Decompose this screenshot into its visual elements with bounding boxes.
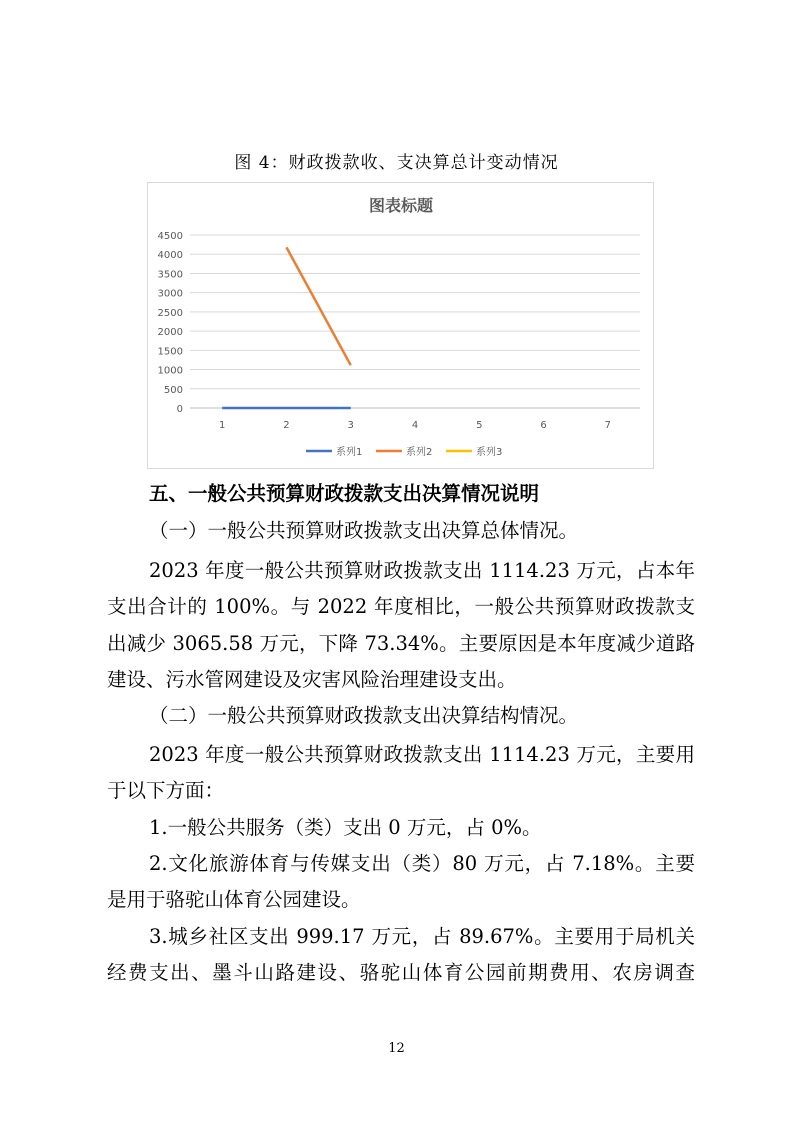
- chart-canvas: [148, 183, 655, 470]
- list-item: 2.文化旅游体育与传媒支出（类）80 万元，占 7.18%。主要: [149, 852, 695, 875]
- x-tick-label: 7: [604, 420, 612, 431]
- y-tick-label: 500: [163, 384, 183, 396]
- y-tick-label: 2500: [157, 307, 183, 319]
- paragraph-line: 支出合计的 100%。与 2022 年度相比，一般公共预算财政拨款支: [107, 595, 695, 618]
- y-tick-label: 4000: [157, 250, 183, 262]
- y-tick-label: 1000: [157, 365, 183, 377]
- x-tick-label: 2: [283, 420, 290, 431]
- y-tick-label: 3000: [157, 288, 183, 300]
- line-chart: [147, 182, 654, 469]
- paragraph-line: 经费支出、墨斗山路建设、骆驼山体育公园前期费用、农房调查: [107, 961, 695, 984]
- section-heading: 五、一般公共预算财政拨款支出决算情况说明: [149, 482, 540, 505]
- figure-caption: 图 4：财政拨款收、支决算总计变动情况: [234, 153, 559, 173]
- subheading-overview: （一）一般公共预算财政拨款支出决算总体情况。: [149, 519, 579, 542]
- legend-label: 系列1: [336, 447, 363, 458]
- y-tick-label: 2000: [157, 327, 183, 339]
- list-item: 3.城乡社区支出 999.17 万元，占 89.67%。主要用于局机关: [149, 925, 695, 948]
- paragraph-line: 2023 年度一般公共预算财政拨款支出 1114.23 万元，占本年: [149, 559, 695, 582]
- x-tick-label: 6: [540, 420, 547, 431]
- paragraph-line: 于以下方面：: [107, 779, 225, 802]
- paragraph-line: 出减少 3065.58 万元，下降 73.34%。主要原因是本年度减少道路: [107, 632, 695, 655]
- legend-label: 系列2: [406, 447, 433, 458]
- subheading-structure: （二）一般公共预算财政拨款支出决算结构情况。: [149, 704, 579, 727]
- x-tick-label: 3: [347, 420, 354, 431]
- list-item: 1.一般公共服务（类）支出 0 万元，占 0%。: [149, 816, 542, 839]
- paragraph-line: 是用于骆驼山体育公园建设。: [107, 888, 361, 911]
- y-tick-label: 1500: [157, 346, 183, 358]
- paragraph-line: 建设、污水管网建设及灾害风险治理建设支出。: [107, 668, 517, 691]
- y-tick-label: 4500: [157, 231, 183, 242]
- x-tick-label: 5: [476, 420, 483, 431]
- paragraph-line: 2023 年度一般公共预算财政拨款支出 1114.23 万元，主要用: [149, 743, 695, 766]
- chart-title: 图表标题: [368, 196, 434, 215]
- x-tick-label: 4: [411, 420, 419, 431]
- x-tick-label: 1: [218, 420, 226, 431]
- y-tick-label: 3500: [157, 269, 183, 281]
- legend-label: 系列3: [476, 447, 503, 458]
- y-tick-label: 0: [176, 404, 183, 415]
- page-number: 12: [388, 1041, 405, 1056]
- series-line: [286, 247, 350, 365]
